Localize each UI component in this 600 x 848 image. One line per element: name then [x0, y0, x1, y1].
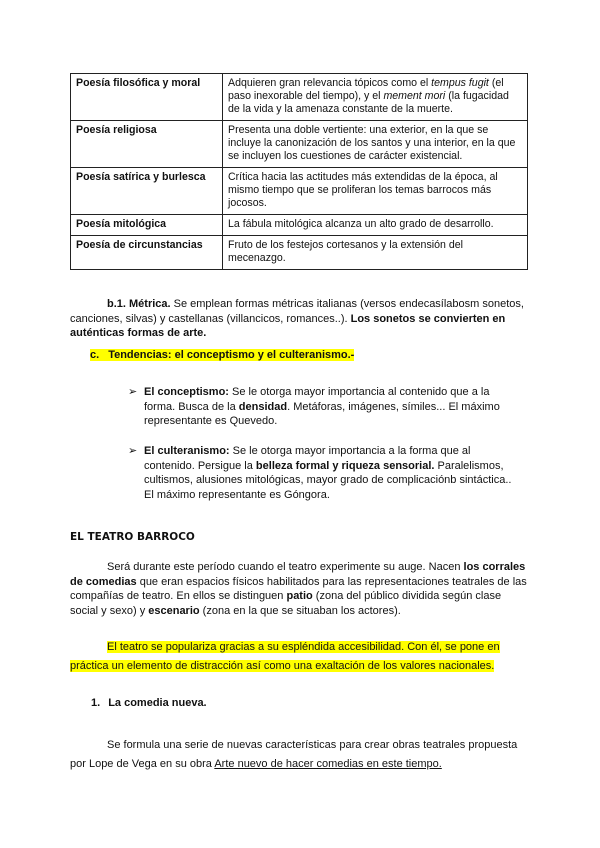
genre-cell: Poesía mitológica [71, 215, 223, 236]
text-run: Presenta una doble vertiente: una exterior, en la que se incluye la canonización de los santos y una interior, en la que se incluyen los cuestiones de carácter existencial. [228, 124, 516, 162]
text-run: Paralelismos, cultismos, alusiones mitológicas, mayor grado de complicaciónb sintáctica.. El máximo representante es Góngora. [144, 459, 512, 501]
text-run: patio [286, 590, 313, 603]
bullet-text [144, 445, 511, 501]
teatro-paragraph-highlighted [70, 638, 510, 676]
description-cell [223, 236, 528, 270]
text-run: Se le otorga mayor importancia a la forma que al contenido. Persigue la [144, 445, 471, 472]
table-row [71, 121, 528, 168]
table-row [71, 168, 528, 215]
text-run: El culteranismo: [144, 445, 230, 457]
genre-cell: Poesía religiosa [71, 121, 223, 168]
arrow-bullet-icon: ➢ [128, 386, 138, 398]
text-run: Fruto de los festejos cortesanos y la extensión del mecenazgo. [228, 239, 463, 264]
text-run: escenario [148, 604, 200, 617]
table-row [71, 74, 528, 121]
text-run: Se formula una serie de nuevas características para crear obras teatrales propuesta por Lope de Vega en su obra [70, 739, 518, 770]
bullet-culteranismo [128, 444, 519, 502]
text-run: Los sonetos se convierten en auténticas formas de arte. [70, 312, 506, 340]
comedia-title: La comedia nueva. [108, 697, 207, 709]
genre-cell: Poesía de circunstancias [71, 236, 223, 270]
text-run: Se le otorga mayor importancia al contenido que a la forma. Busca de la [144, 386, 490, 413]
description-cell [223, 168, 528, 215]
tendencias-marker: c. [90, 349, 108, 361]
comedia-heading [91, 697, 207, 709]
text-run: Crítica hacia las actitudes más extendidas de la época, al mismo tiempo que se proliferan los temas barrocos más jocosos. [228, 171, 498, 209]
bullet-text [144, 386, 500, 427]
tendencias-title: Tendencias: el conceptismo y el culteranismo.- [108, 349, 355, 361]
text-run: mement mori [383, 90, 446, 102]
text-run: los corrales de comedias [70, 561, 526, 588]
description-cell [223, 74, 528, 121]
bullet-conceptismo [128, 385, 519, 429]
text-run: El teatro se populariza gracias a su espléndida accesibilidad. Con él, se pone en práctica un elemento de distracción así como una exaltación de los valores nacionales. [70, 641, 500, 672]
text-run: (el paso inexorable del tiempo), y el [228, 77, 504, 102]
comedia-marker: 1. [91, 697, 101, 709]
text-run: El conceptismo: [144, 386, 229, 398]
description-cell [223, 121, 528, 168]
text-run: Se emplean formas métricas italianas (versos endecasílabosm sonetos, canciones, silvas) y castellanas (villancicos, romances..). [70, 298, 524, 325]
genre-cell: Poesía satírica y burlesca [71, 168, 223, 215]
text-run: que eran espacios físicos habilitados para las representaciones teatrales de las compañías de teatro. En ellos se distinguen [70, 575, 527, 603]
poetry-genres-table [70, 73, 528, 270]
text-run: b.1. Métrica. [107, 298, 171, 310]
text-run: densidad [238, 400, 288, 413]
comedia-paragraph [70, 736, 532, 774]
text-run: belleza formal y riqueza sensorial. [255, 459, 435, 472]
text-run: Arte nuevo de hacer comedias en este tiempo. [214, 758, 442, 770]
genre-cell: Poesía filosófica y moral [71, 74, 223, 121]
text-run: . Metáforas, imágenes, símiles... El máximo representante es Quevedo. [144, 400, 500, 428]
table-row [71, 215, 528, 236]
teatro-heading: EL TEATRO BARROCO [70, 531, 195, 543]
text-run: La fábula mitológica alcanza un alto grado de desarrollo. [228, 218, 494, 230]
metrica-paragraph [70, 297, 530, 341]
teatro-paragraph-1 [70, 560, 532, 618]
text-run: (zona en la que se situaban los actores). [199, 604, 401, 617]
arrow-bullet-icon: ➢ [128, 445, 138, 457]
text-run: Será durante este período cuando el teatro experimente su auge. Nacen [107, 561, 464, 573]
description-cell [223, 215, 528, 236]
text-run: (la fugacidad de la vida y la amenaza constante de la muerte. [228, 90, 509, 115]
tendencias-heading [90, 349, 354, 361]
text-run: Adquieren gran relevancia tópicos como el [228, 77, 432, 89]
text-run: (zona del público dividida según clase social y sexo) y [70, 590, 502, 617]
text-run: tempus fugit [431, 77, 489, 89]
table-row [71, 236, 528, 270]
